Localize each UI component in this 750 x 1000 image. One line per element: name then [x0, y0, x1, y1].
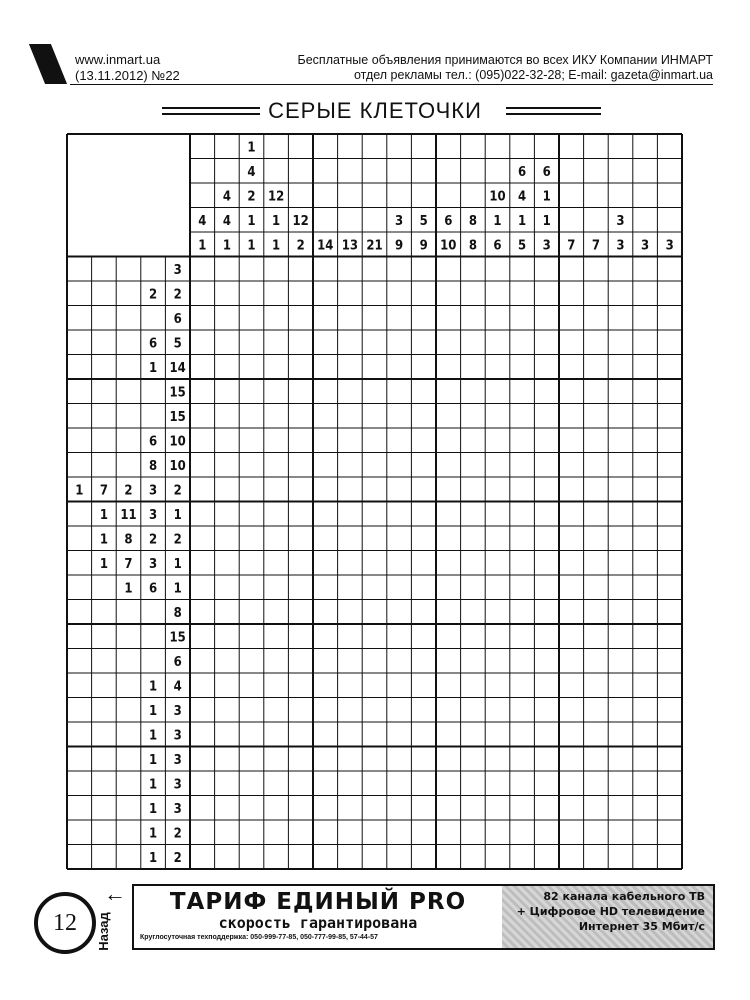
- row-clue: 1: [149, 826, 158, 842]
- row-clue: 1: [173, 556, 182, 572]
- row-clue: 8: [149, 458, 158, 474]
- row-clue: 6: [149, 336, 158, 352]
- banner-left: [134, 886, 502, 948]
- column-clue: 21: [366, 238, 383, 254]
- column-clue: 1: [222, 238, 231, 254]
- puzzle-title: СЕРЫЕ КЛЕТОЧКИ: [268, 98, 482, 123]
- column-clue: 6: [518, 164, 527, 180]
- issue-date: (13.11.2012) №22: [75, 68, 180, 83]
- banner-feature-3: Интернет 35 Мбит/с: [578, 920, 705, 933]
- row-clue: 3: [173, 777, 182, 793]
- row-clue: 1: [124, 581, 133, 597]
- row-clue: 1: [75, 483, 84, 499]
- back-arrow-icon: ←: [104, 881, 126, 906]
- column-clue: 1: [493, 213, 502, 229]
- row-clue: 8: [173, 605, 182, 621]
- ads-line-1: Бесплатные объявления принимаются во всех ИКУ Компании ИНМАРТ: [297, 53, 713, 67]
- row-clue: 15: [169, 630, 186, 646]
- row-clue: 3: [173, 703, 182, 719]
- column-clue: 5: [419, 213, 428, 229]
- banner-right: [502, 886, 713, 948]
- column-clue: 3: [641, 238, 650, 254]
- row-clue: 7: [124, 556, 133, 572]
- column-clue: 1: [518, 213, 527, 229]
- row-clue: 1: [149, 801, 158, 817]
- banner-subtitle: скорость гарантирована: [218, 914, 418, 932]
- row-clue: 1: [99, 507, 108, 523]
- row-clue: 5: [173, 336, 182, 352]
- page-number: 12: [34, 892, 96, 954]
- column-clue: 10: [440, 238, 457, 254]
- row-clue: 6: [149, 434, 158, 450]
- row-clue: 2: [149, 532, 158, 548]
- row-clue: 2: [149, 287, 158, 303]
- column-clue: 3: [542, 238, 551, 254]
- row-clue: 11: [120, 507, 137, 523]
- column-clue: 1: [542, 213, 551, 229]
- column-clue: 4: [222, 213, 231, 229]
- row-clue: 1: [149, 752, 158, 768]
- row-clue: 1: [149, 777, 158, 793]
- row-clue: 15: [169, 409, 186, 425]
- row-clue: 4: [173, 679, 182, 695]
- row-clue: 1: [173, 581, 182, 597]
- row-clue: 3: [173, 262, 182, 278]
- row-clue: 10: [169, 434, 186, 450]
- row-clue: 6: [173, 311, 182, 327]
- row-clue: 7: [99, 483, 108, 499]
- row-clue: 1: [173, 507, 182, 523]
- column-clue: 12: [267, 189, 285, 205]
- banner-feature-2: + Цифровое HD телевидение: [516, 905, 705, 918]
- row-clue: 1: [149, 850, 158, 866]
- column-clue: 3: [395, 213, 404, 229]
- column-clue: 7: [567, 238, 576, 254]
- column-clue: 13: [341, 238, 359, 254]
- column-clue: 6: [444, 213, 453, 229]
- row-clue: 6: [149, 581, 158, 597]
- column-clue: 4: [198, 213, 207, 229]
- row-clue: 3: [173, 752, 182, 768]
- site-url[interactable]: www.inmart.ua: [75, 52, 161, 67]
- row-clue: 3: [149, 556, 158, 572]
- row-clue: 2: [173, 850, 182, 866]
- column-clue: 1: [247, 238, 256, 254]
- column-clue: 10: [489, 189, 506, 205]
- back-button[interactable]: [95, 881, 128, 962]
- column-clue: 5: [518, 238, 527, 254]
- column-clue: 1: [247, 213, 256, 229]
- row-clue: 3: [173, 728, 182, 744]
- row-clue: 2: [173, 826, 182, 842]
- row-clue: 2: [173, 287, 182, 303]
- row-clue: 2: [124, 483, 133, 499]
- column-clue: 1: [247, 140, 256, 156]
- column-clue: 4: [247, 164, 256, 180]
- column-clue: 3: [665, 238, 674, 254]
- row-clue: 3: [149, 483, 158, 499]
- row-clue: 15: [169, 385, 186, 401]
- row-clue: 1: [149, 703, 158, 719]
- row-clue: 1: [99, 556, 108, 572]
- column-clue: 3: [616, 213, 625, 229]
- row-clue: 14: [169, 360, 186, 376]
- column-clue: 4: [222, 189, 231, 205]
- column-clue: 12: [292, 213, 309, 229]
- column-clue: 4: [518, 189, 527, 205]
- column-clue: 1: [272, 238, 281, 254]
- row-clue: 8: [124, 532, 133, 548]
- banner-title: ТАРИФ ЕДИНЫЙ PRO: [169, 889, 467, 915]
- column-clue: 1: [198, 238, 207, 254]
- column-clue: 9: [419, 238, 428, 254]
- row-clue: 1: [99, 532, 108, 548]
- column-clue: 2: [247, 189, 256, 205]
- row-clue: 3: [173, 801, 182, 817]
- row-clue: 1: [149, 728, 158, 744]
- column-clue: 8: [468, 238, 477, 254]
- column-clue: 1: [542, 189, 551, 205]
- row-clue: 10: [169, 458, 186, 474]
- row-clue: 2: [173, 532, 182, 548]
- column-clue: 6: [542, 164, 551, 180]
- row-clue: 6: [173, 654, 182, 670]
- column-clue: 3: [616, 238, 625, 254]
- column-clue: 6: [493, 238, 502, 254]
- row-clue: 1: [149, 360, 158, 376]
- ad-banner[interactable]: [132, 884, 715, 950]
- column-clue: 7: [591, 238, 600, 254]
- row-clue: 2: [173, 483, 182, 499]
- back-label: Назад: [95, 912, 111, 951]
- column-clue: 8: [468, 213, 477, 229]
- column-clue: 14: [317, 238, 334, 254]
- column-clue: 9: [395, 238, 404, 254]
- banner-feature-1: 82 канала кабельного ТВ: [543, 890, 705, 903]
- banner-support: Круглосуточная техподдержка: 050-999-77-85, 050-777-99-85, 57-44-57: [140, 934, 378, 941]
- column-clue: 1: [272, 213, 281, 229]
- row-clue: 1: [149, 679, 158, 695]
- column-clue: 2: [296, 238, 305, 254]
- ads-line-2: отдел рекламы тел.: (095)022-32-28; E-mail: gazeta@inmart.ua: [353, 68, 713, 82]
- row-clue: 3: [149, 507, 158, 523]
